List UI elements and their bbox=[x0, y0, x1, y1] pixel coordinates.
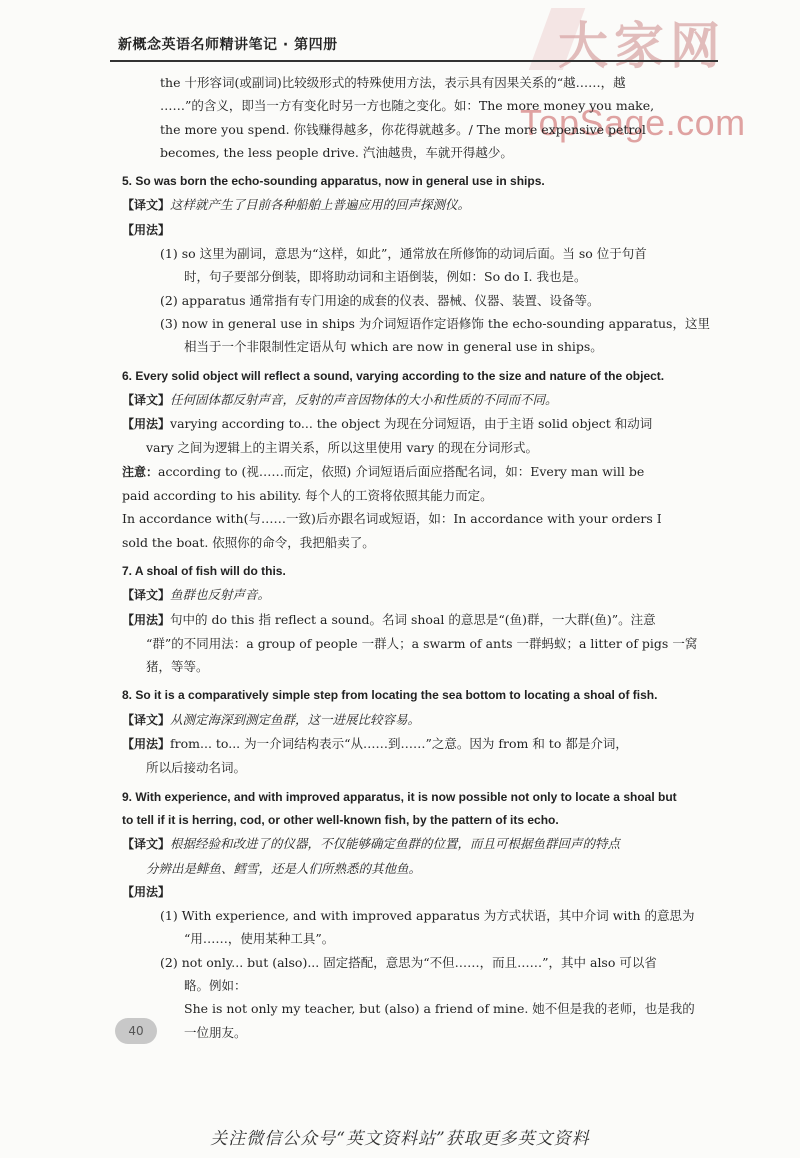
usage-text: varying according to... the object 为现在分词短语，由于主语 solid object 和动词 bbox=[170, 416, 653, 432]
usage-tag: 【用法】 bbox=[122, 737, 171, 752]
item-number: (1) bbox=[160, 246, 178, 262]
usage-item bbox=[122, 242, 722, 265]
usage-item bbox=[122, 312, 722, 335]
usage-tag: 【用法】 bbox=[122, 222, 171, 237]
page-body bbox=[122, 71, 722, 1044]
item-text: apparatus 通常指有专门用途的成套的仪表、器械、仪器、装置、设备等。 bbox=[181, 292, 600, 308]
usage-item-cont: “用……，使用某种工具”。 bbox=[184, 931, 335, 947]
translation-9 bbox=[122, 832, 722, 856]
translation-text: 任何固体都反射声音，反射的声音因物体的大小和性质的不同而不同。 bbox=[170, 391, 558, 407]
translation-tag: 【译文】 bbox=[122, 588, 171, 603]
intro-line: ……”的含义，即当一方有变化时另一方也随之变化。如：The more money you make, bbox=[160, 98, 655, 114]
item-number: (3) bbox=[160, 315, 178, 331]
translation-tag: 【译文】 bbox=[122, 198, 171, 213]
usage-tag-5 bbox=[122, 218, 722, 242]
running-header: 新概念英语名师精讲笔记 · 第四册 bbox=[118, 37, 338, 53]
header-rule bbox=[110, 60, 718, 62]
section-5 bbox=[122, 170, 722, 358]
accordance-text-cont: sold the boat. 依照你的命令，我把船卖了。 bbox=[122, 534, 375, 550]
usage-item-cont: 略。例如： bbox=[184, 977, 247, 993]
usage-tag: 【用法】 bbox=[122, 612, 171, 627]
watermark-site: TopSage.com bbox=[520, 102, 746, 143]
item-number: (2) bbox=[160, 954, 178, 970]
note-6 bbox=[122, 460, 722, 484]
section-7 bbox=[122, 560, 722, 678]
usage-tag-9 bbox=[122, 880, 722, 904]
usage-item bbox=[122, 951, 722, 974]
translation-text-cont: 分辨出是鲱鱼、鳕雪，还是人们所熟悉的其他鱼。 bbox=[146, 860, 422, 876]
example-text-cont: 一位朋友。 bbox=[184, 1024, 247, 1040]
section-9 bbox=[122, 786, 722, 1044]
usage-item bbox=[122, 289, 722, 312]
note-text-cont: paid according to his ability. 每个人的工资将依照其能力而定。 bbox=[122, 488, 493, 504]
usage-text-cont: 猪，等等。 bbox=[146, 659, 209, 675]
item-text: so 这里为副词，意思为“这样，如此”，通常放在所修饰的动词后面。当 so 位于句首 bbox=[181, 246, 647, 262]
example-text: She is not only my teacher, but (also) a friend of mine. 她不但是我的老师，也是我的 bbox=[184, 1001, 695, 1017]
usage-text-cont: vary 之间为逻辑上的主谓关系，所以这里使用 vary 的现在分词形式。 bbox=[146, 440, 539, 456]
usage-7 bbox=[122, 608, 722, 632]
intro-line: becomes, the less people drive. 汽油越贵，车就开得越少。 bbox=[160, 144, 513, 160]
translation-6 bbox=[122, 388, 722, 412]
section-6 bbox=[122, 365, 722, 554]
section-8 bbox=[122, 684, 722, 779]
usage-item-cont: 时，句子要部分倒装，即将助动词和主语倒装，例如：So do I. 我也是。 bbox=[184, 269, 587, 285]
item-text: not only... but (also)... 固定搭配，意思为“不但……，而且……”，其中 also 可以省 bbox=[181, 954, 657, 970]
intro-line: the 十形容词(或副词)比较级形式的特殊使用方法，表示具有因果关系的“越……，越 bbox=[160, 75, 626, 90]
item-number: (1) bbox=[160, 908, 178, 924]
footer-note: 关注微信公众号“英文资料站”获取更多英文资料 bbox=[210, 1129, 590, 1149]
translation-tag: 【译文】 bbox=[122, 837, 171, 852]
usage-item-cont: 相当于一个非限制性定语从句 which are now in general use in ships。 bbox=[184, 339, 603, 355]
usage-text: from... to... 为一介词结构表示“从……到……”之意。因为 from 和 to 都是介词， bbox=[170, 736, 628, 752]
translation-tag: 【译文】 bbox=[122, 392, 171, 407]
watermark-logo: 大家网 bbox=[558, 16, 726, 75]
note-text: according to (视……而定，依照) 介词短语后面应搭配名词，如：Every man will be bbox=[158, 463, 645, 479]
page-number: 40 bbox=[115, 1018, 157, 1044]
item-number: (2) bbox=[160, 292, 178, 308]
usage-8 bbox=[122, 732, 722, 756]
item-text: With experience, and with improved apparatus 为方式状语，其中介词 with 的意思为 bbox=[181, 908, 695, 924]
translation-text: 鱼群也反射声音。 bbox=[170, 587, 271, 603]
sentence-6: 6. Every solid object will reflect a sound, varying according to the size and nature of the object. bbox=[122, 368, 665, 383]
intro-paragraph bbox=[122, 71, 722, 164]
sentence-5: 5. So was born the echo-sounding apparatus, now in general use in ships. bbox=[122, 174, 545, 189]
usage-text-cont: 所以后接动名词。 bbox=[146, 760, 247, 776]
accordance-text: In accordance with(与……一致)后亦跟名词或短语，如：In accordance with your orders I bbox=[122, 511, 662, 527]
sentence-9: 9. With experience, and with improved apparatus, it is now possible not only to locate a shoal but bbox=[122, 789, 677, 804]
translation-8 bbox=[122, 708, 722, 732]
item-text: now in general use in ships 为介词短语作定语修饰 the echo-sounding apparatus，这里 bbox=[181, 315, 710, 331]
usage-text-cont: “群”的不同用法：a group of people 一群人；a swarm of ants 一群蚂蚁；a litter of pigs 一窝 bbox=[146, 635, 698, 651]
usage-text: 句中的 do this 指 reflect a sound。名词 shoal 的意思是“(鱼)群，一大群(鱼)”。注意 bbox=[170, 611, 656, 627]
note-tag: 注意： bbox=[122, 464, 159, 479]
translation-text: 这样就产生了目前各种船舶上普遍应用的回声探测仪。 bbox=[170, 197, 471, 213]
sentence-8: 8. So it is a comparatively simple step from locating the sea bottom to locating a shoal of fish. bbox=[122, 688, 658, 703]
sentence-7: 7. A shoal of fish will do this. bbox=[122, 563, 286, 578]
usage-item bbox=[122, 904, 722, 927]
translation-7 bbox=[122, 583, 722, 607]
translation-text: 从测定海深到测定鱼群，这一进展比较容易。 bbox=[170, 711, 421, 727]
translation-5 bbox=[122, 193, 722, 217]
intro-line: the more you spend. 你钱赚得越多，你花得就越多。/ The more expensive petrol bbox=[160, 121, 646, 137]
usage-tag: 【用法】 bbox=[122, 884, 171, 899]
usage-tag: 【用法】 bbox=[122, 417, 171, 432]
translation-tag: 【译文】 bbox=[122, 712, 171, 727]
usage-6 bbox=[122, 412, 722, 436]
sentence-9-cont: to tell if it is herring, cod, or other well-known fish, by the pattern of its echo. bbox=[122, 812, 559, 827]
translation-text: 根据经验和改进了的仪器，不仅能够确定鱼群的位置，而且可根据鱼群回声的特点 bbox=[170, 836, 621, 852]
